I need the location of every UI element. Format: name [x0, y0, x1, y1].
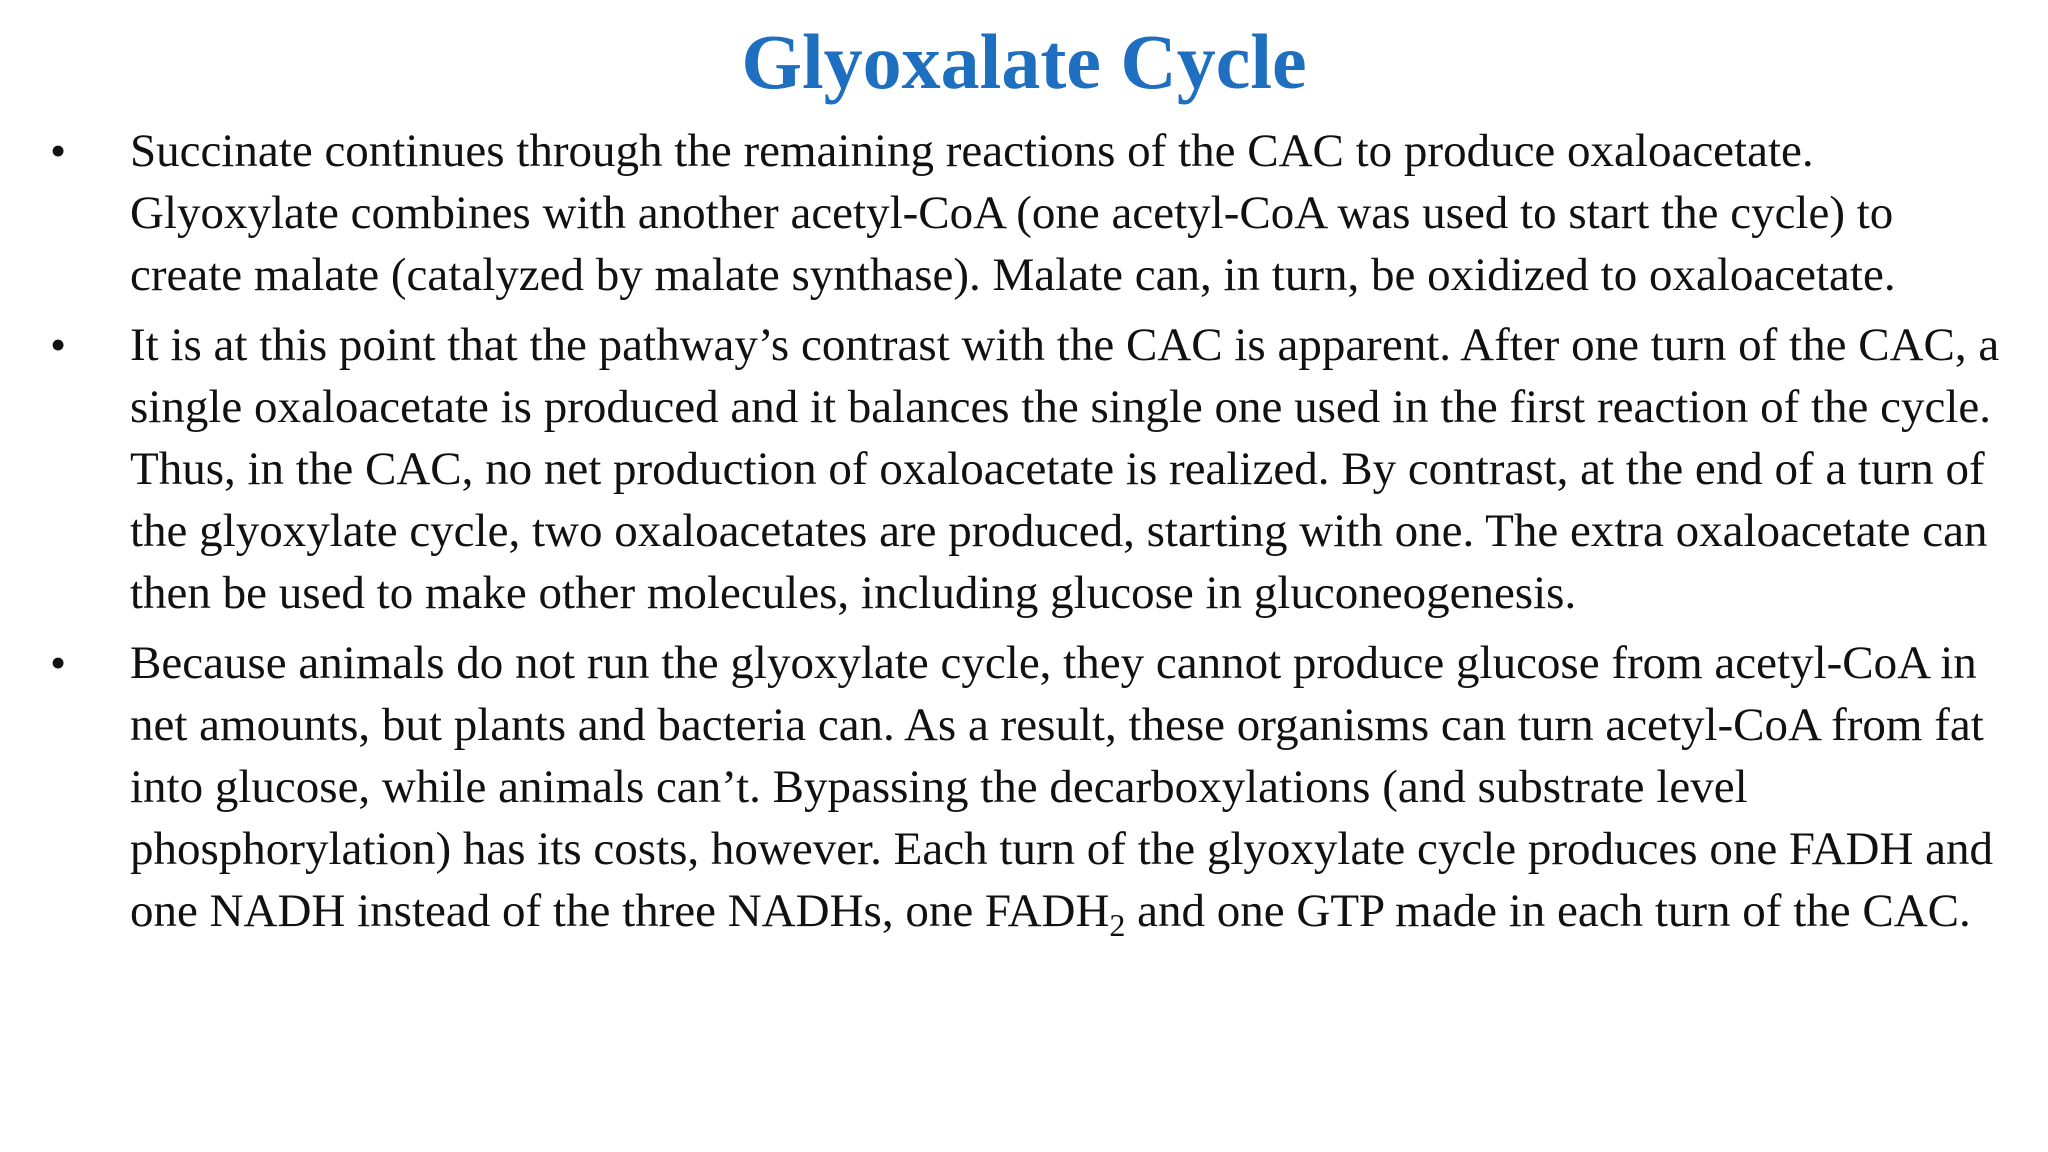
bullet-item-1: [0, 120, 2048, 306]
bullet-icon: •: [50, 637, 67, 688]
bullet-text-3: [130, 632, 2010, 942]
bullet-item-2: [0, 314, 2048, 624]
bullet-item-3: [0, 632, 2048, 942]
bullet-text-3-main: Because animals do not run the glyoxylate cycle, they cannot produce glucose from acetyl-CoA in net amounts, but plants and bacteria can. As a result, these organisms can turn acetyl-CoA from fat into glucose, while animals can’t. Bypassing the decarboxylations (and substrate level phosphorylation) has its costs, however. Each turn of the glyoxylate cycle produces one FADH and one NADH instead of the three NADHs, one FADH: [130, 637, 1994, 937]
bullet-icon: •: [50, 125, 67, 176]
slide-title: Glyoxalate Cycle: [741, 18, 1307, 105]
bullet-list: [0, 120, 2048, 950]
bullet-text-3-end: and one GTP made in each turn of the CAC.: [1125, 885, 1971, 937]
bullet-icon: •: [50, 319, 67, 370]
bullet-text-2: It is at this point that the pathway’s contrast with the CAC is apparent. After one turn of the CAC, a single oxaloacetate is produced and it balances the single one used in the first reaction of the cycle. Thus, in the CAC, no net production of oxaloacetate is realized. By contrast, at the end of a turn of the glyoxylate cycle, two oxaloacetates are produced, starting with one. The extra oxaloacetate can then be used to make other molecules, including glucose in gluconeogenesis.: [130, 319, 2000, 619]
fadh2-subscript: 2: [1109, 907, 1126, 943]
bullet-text-1: Succinate continues through the remaining reactions of the CAC to produce oxaloacetate. Glyoxylate combines with another acetyl-CoA (one acetyl-CoA was used to start the cycle) to create malate (catalyzed by malate synthase). Malate can, in turn, be oxidized to oxaloacetate.: [130, 125, 1896, 301]
